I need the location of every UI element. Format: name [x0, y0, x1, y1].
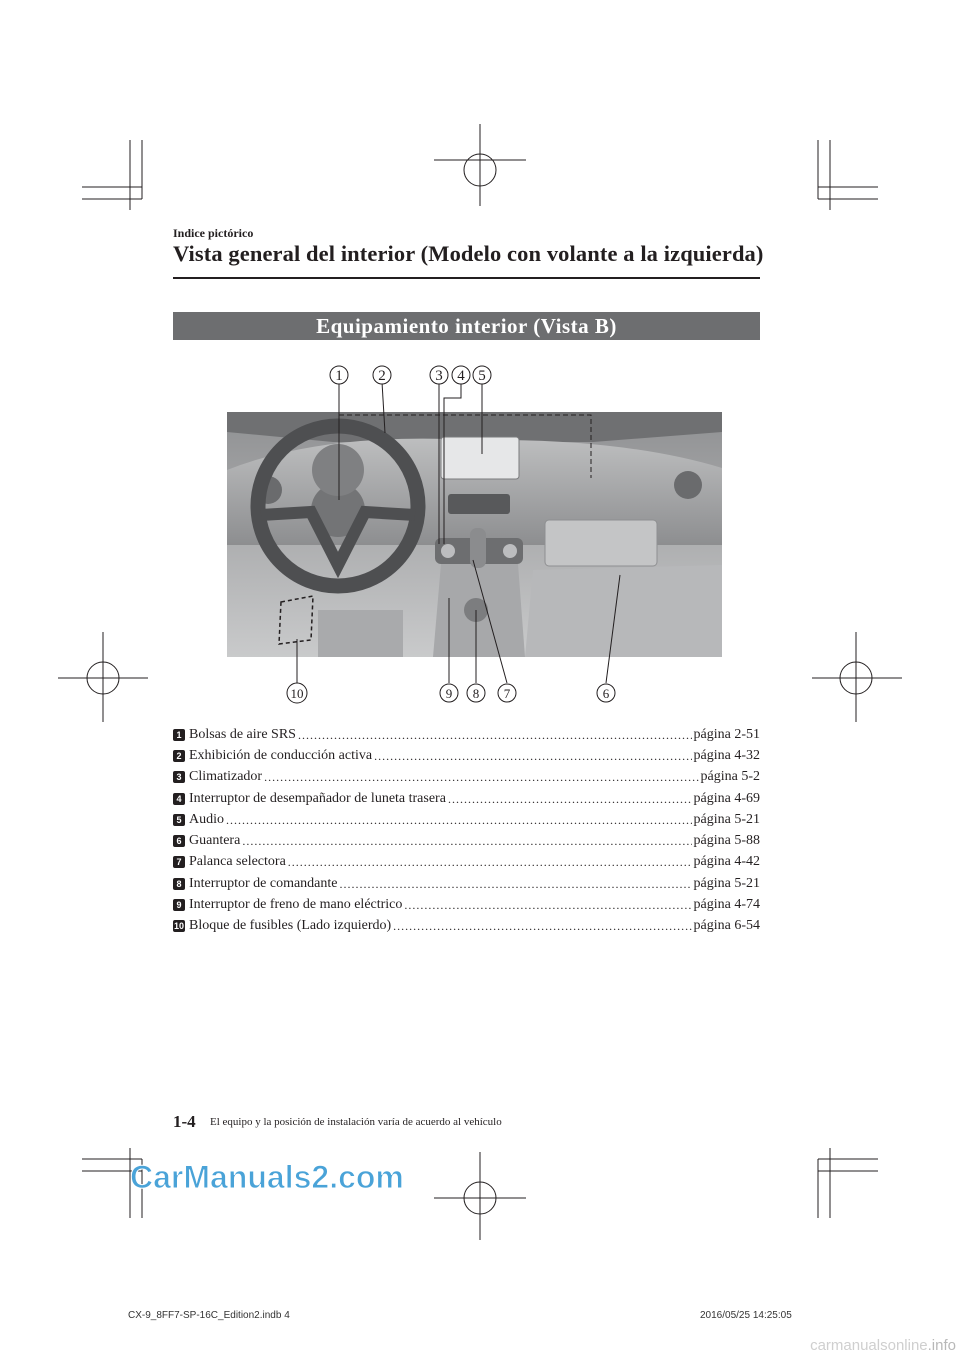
item-label: Interruptor de freno de mano eléctrico	[189, 897, 403, 913]
list-item	[173, 916, 760, 937]
item-label: Bloque de fusibles (Lado izquierdo)	[189, 918, 392, 934]
list-item	[173, 873, 760, 894]
list-item	[173, 767, 760, 788]
dashboard-illustration	[173, 360, 760, 710]
climate-knob-left	[441, 544, 455, 558]
center-vent	[448, 494, 510, 514]
dot-leader	[404, 898, 691, 912]
item-number-badge: 9	[173, 899, 185, 911]
callout-3: 3	[435, 368, 443, 384]
dot-leader	[298, 728, 692, 742]
dot-leader	[393, 919, 691, 933]
dot-leader	[288, 855, 692, 869]
item-page-ref: página 2-51	[693, 726, 760, 742]
dot-leader	[374, 749, 691, 763]
item-number-badge: 3	[173, 771, 185, 783]
item-page-ref: página 5-21	[693, 811, 760, 827]
section-banner: Equipamiento interior (Vista B)	[173, 312, 760, 340]
item-label: Interruptor de desempañador de luneta trasera	[189, 790, 446, 806]
page-number: 1-4	[173, 1112, 196, 1131]
item-number-badge: 8	[173, 878, 185, 890]
print-stamp: 2016/05/25 14:25:05	[700, 1310, 792, 1321]
item-number-badge: 6	[173, 835, 185, 847]
title-rule	[173, 277, 760, 279]
site-watermark	[810, 1337, 956, 1354]
climate-knob-right	[503, 544, 517, 558]
list-item	[173, 788, 760, 809]
site-watermark-tld: .info	[927, 1337, 956, 1354]
callout-9: 9	[445, 686, 453, 701]
list-item	[173, 745, 760, 766]
right-vent	[674, 471, 702, 499]
glovebox	[545, 520, 657, 566]
pedal-area	[318, 610, 403, 657]
callout-5: 5	[478, 368, 486, 384]
list-item	[173, 894, 760, 915]
callout-8: 8	[472, 686, 480, 701]
item-page-ref: página 5-21	[693, 875, 760, 891]
carmanuals-watermark-text: CarManuals2.com	[130, 1159, 404, 1195]
item-page-ref: página 4-32	[693, 747, 760, 763]
item-label: Audio	[189, 811, 224, 827]
item-page-ref: página 5-88	[693, 833, 760, 849]
component-list	[173, 724, 760, 937]
item-page-ref: página 4-42	[693, 854, 760, 870]
gauge-cluster	[312, 444, 364, 496]
item-page-ref: página 5-2	[700, 769, 760, 785]
gear-lever	[470, 528, 486, 568]
page-title: Vista general del interior (Modelo con volante a la izquierda)	[173, 241, 764, 266]
passenger-footwell	[525, 565, 722, 657]
item-label: Guantera	[189, 833, 241, 849]
dot-leader	[242, 834, 691, 848]
item-number-badge: 10	[173, 921, 184, 932]
callout-4: 4	[457, 368, 465, 384]
callout-2: 2	[378, 368, 386, 384]
item-label: Palanca selectora	[189, 854, 286, 870]
callout-numbers-top	[330, 366, 491, 384]
footer-note: El equipo y la posición de instalación varía de acuerdo al vehículo	[210, 1116, 502, 1128]
callout-6: 6	[602, 686, 610, 701]
item-number-badge: 1	[173, 729, 185, 741]
item-label: Climatizador	[189, 769, 263, 785]
dot-leader	[226, 813, 692, 827]
callout-numbers-bottom	[287, 683, 615, 703]
callout-10: 10	[290, 686, 304, 701]
section-label: Indice pictórico	[173, 226, 254, 240]
item-label: Exhibición de conducción activa	[189, 747, 373, 763]
callout-7: 7	[503, 686, 511, 701]
site-watermark-name: carmanualsonline	[810, 1337, 928, 1354]
item-page-ref: página 4-69	[693, 790, 760, 806]
item-label: Interruptor de comandante	[189, 875, 338, 891]
list-item	[173, 724, 760, 745]
list-item	[173, 852, 760, 873]
carmanuals-watermark	[128, 1150, 438, 1200]
item-number-badge: 5	[173, 814, 185, 826]
item-label: Bolsas de aire SRS	[189, 726, 296, 742]
item-page-ref: página 4-74	[693, 897, 760, 913]
dot-leader	[340, 877, 692, 891]
center-display	[441, 437, 519, 479]
dot-leader	[448, 792, 692, 806]
item-number-badge: 4	[173, 793, 185, 805]
callout-1: 1	[335, 368, 343, 384]
list-item	[173, 830, 760, 851]
list-item	[173, 809, 760, 830]
item-number-badge: 2	[173, 750, 185, 762]
file-slug: CX-9_8FF7-SP-16C_Edition2.indb 4	[128, 1310, 290, 1321]
item-number-badge: 7	[173, 856, 185, 868]
item-page-ref: página 6-54	[693, 918, 760, 934]
dot-leader	[264, 770, 698, 784]
